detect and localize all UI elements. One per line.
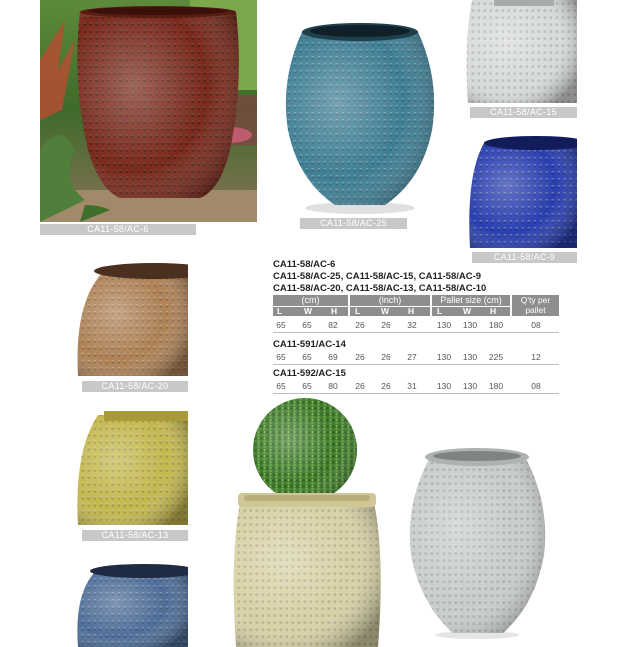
header-qty-per-pallet: Q'ty per pallet [512, 295, 559, 316]
row0-inch-w: 26 [381, 320, 391, 330]
photo-copper-pot [74, 261, 188, 376]
photo-blue-pot [466, 135, 577, 248]
caption-ca11-58-ac-9: CA11-58/AC-9 [472, 252, 577, 263]
header-cm-w: W [304, 306, 313, 316]
row1-title: CA11-591/AC-14 [273, 339, 346, 350]
row2-pallet-h: 180 [488, 381, 504, 391]
spec-group1-title-line2: CA11-58/AC-25, CA11-58/AC-15, CA11-58/AC-9 [273, 271, 482, 282]
row0-rule [273, 332, 559, 333]
row2-inch-l: 26 [355, 381, 365, 391]
row2-rule [273, 393, 559, 394]
row2-inch-h: 31 [407, 381, 417, 391]
caption-ca11-58-ac-20: CA11-58/AC-20 [82, 381, 188, 392]
header-inch-l: L [355, 306, 361, 316]
header-inch-w: W [381, 306, 390, 316]
header-pallet-h: H [490, 306, 497, 316]
row1-qty: 12 [531, 352, 541, 362]
row1-pallet-w: 130 [462, 352, 478, 362]
row1-pallet-h: 225 [488, 352, 504, 362]
row2-title: CA11-592/AC-15 [273, 368, 346, 379]
photo-teal-pot [280, 20, 440, 215]
header-letters-pallet [432, 307, 510, 316]
row2-cm-w: 65 [302, 381, 312, 391]
header-inch: (inch) [350, 295, 430, 306]
row0-cm-h: 82 [328, 320, 338, 330]
header-pallet-l: L [437, 306, 443, 316]
photo-red-pot-garden [40, 0, 257, 222]
photo-blue-gray-pot [74, 563, 188, 647]
row1-inch-h: 27 [407, 352, 417, 362]
caption-ca11-58-ac-15: CA11-58/AC-15 [470, 107, 577, 118]
row0-pallet-w: 130 [462, 320, 478, 330]
row1-cm-l: 65 [276, 352, 286, 362]
header-pallet-size: Pallet size (cm) [432, 295, 510, 306]
row2-cm-h: 80 [328, 381, 338, 391]
caption-ca11-58-ac-6: CA11-58/AC-6 [40, 224, 196, 235]
header-letters-inch [350, 307, 430, 316]
row1-rule [273, 364, 559, 365]
row2-cm-l: 65 [276, 381, 286, 391]
row0-cm-l: 65 [276, 320, 286, 330]
photo-cream-pot-with-shrub [230, 395, 385, 647]
row0-qty: 08 [531, 320, 541, 330]
photo-white-pot [464, 0, 577, 103]
header-inch-h: H [408, 306, 415, 316]
row2-inch-w: 26 [381, 381, 391, 391]
row2-pallet-w: 130 [462, 381, 478, 391]
row1-inch-l: 26 [355, 352, 365, 362]
row0-inch-l: 26 [355, 320, 365, 330]
spec-group1-title-line1: CA11-58/AC-6 [273, 259, 336, 270]
row1-pallet-l: 130 [436, 352, 452, 362]
caption-ca11-58-ac-13: CA11-58/AC-13 [82, 530, 188, 541]
row1-cm-w: 65 [302, 352, 312, 362]
header-cm-l: L [277, 306, 283, 316]
header-cm-h: H [331, 306, 338, 316]
row2-pallet-l: 130 [436, 381, 452, 391]
row0-pallet-l: 130 [436, 320, 452, 330]
header-pallet-w: W [463, 306, 472, 316]
header-cm: (cm) [273, 295, 348, 306]
row1-cm-h: 69 [328, 352, 338, 362]
header-letters-cm [273, 307, 348, 316]
row0-pallet-h: 180 [488, 320, 504, 330]
row1-inch-w: 26 [381, 352, 391, 362]
row0-inch-h: 32 [407, 320, 417, 330]
caption-ca11-58-ac-25: CA11-58/AC-25 [300, 218, 407, 229]
spec-group1-title-line3: CA11-58/AC-20, CA11-58/AC-13, CA11-58/AC-10 [273, 283, 487, 294]
row0-cm-w: 65 [302, 320, 312, 330]
row2-qty: 08 [531, 381, 541, 391]
photo-gray-pot [405, 445, 550, 640]
photo-yellow-pot [74, 411, 188, 525]
